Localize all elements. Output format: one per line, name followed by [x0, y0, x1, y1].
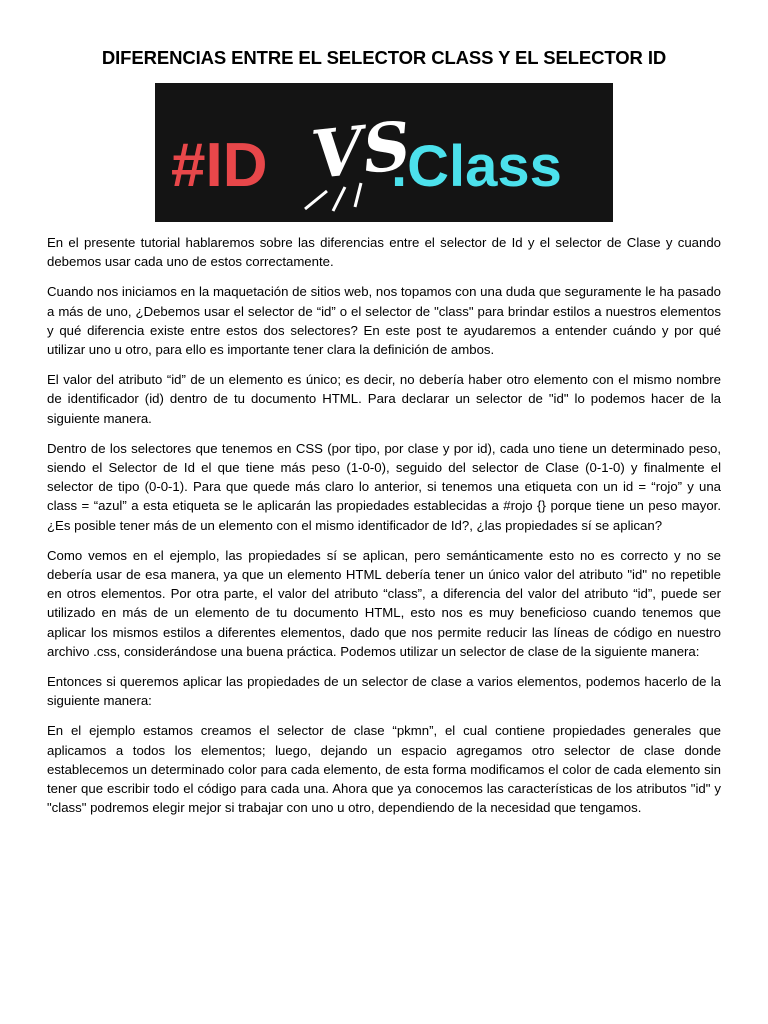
page-title: DIFERENCIAS ENTRE EL SELECTOR CLASS Y EL SELECTOR ID: [101, 47, 667, 68]
paragraph: En el presente tutorial hablaremos sobre las diferencias entre el selector de Id y el selector de Clase y cuando debemos usar cada uno de estos correctamente.: [47, 235, 721, 270]
paragraph: Dentro de los selectores que tenemos en CSS (por tipo, por clase y por id), cada uno tiene un determinado peso, siendo el Selector de Id el que tiene más peso (1-0-0), seguido del selector de Clase (0-1-0) y finalmente el selector de tipo (0-0-1). Para que quede más claro lo anterior, si tenemos una etiqueta con un id = “rojo” y una class = “azul” a esta etiqueta se le aplicarán las propiedades establecidas a #rojo {} porque tiene un peso mayor.¿Es posible tener más de un elemento con el mismo identificador de Id?, ¿las propiedades sí se aplican?: [47, 440, 721, 533]
paragraph: En el ejemplo estamos creamos el selector de clase “pkmn”, el cual contiene propiedades generales que aplicamos a todos los elementos; luego, dejando un espacio agregamos otro selector de clase donde establecemos un determinado color para cada elemento, de esta forma modificamos el color de cada elemento sin tener que escribir todo el código para cada una. Ahora que ya conocemos las características de los atributos "id" y "class" podremos elegir mejor si trabajar con uno u otro, dependiendo de la necesidad que tengamos.: [47, 723, 721, 816]
paragraph: Cuando nos iniciamos en la maquetación de sitios web, nos topamos con una duda que seguramente le ha pasado a más de uno, ¿Debemos usar el selector de “id” o el selector de "class" para brindar estilos a nuestros elementos y qué diferencia existe entre estos dos selectores? En este post te ayudaremos a entender cuándo y por qué utilizar uno u otro, para ello es importante tener clara la definición de ambos.: [47, 284, 721, 358]
article-body: [47, 233, 721, 817]
banner-vs-text: VS: [307, 106, 415, 195]
banner-id-text: #ID: [171, 131, 268, 200]
paragraph: El valor del atributo “id” de un elemento es único; es decir, no debería haber otro elemento con el mismo nombre de identificador (id) dentro de tu documento HTML. Para declarar un selector de "id" lo podemos hacer de la siguiente manera.: [47, 372, 721, 426]
paragraph: Entonces si queremos aplicar las propiedades de un selector de clase a varios elementos, podemos hacerlo de la siguiente manera:: [47, 674, 721, 709]
banner-graphic: [155, 83, 613, 222]
paragraph: Como vemos en el ejemplo, las propiedades sí se aplican, pero semánticamente esto no es correcto y no se debería usar de esa manera, ya que un elemento HTML debería tener un único valor del atributo "id" no repetible en otros elementos. Por otra parte, el valor del atributo “class”, a diferencia del valor del atributo “id”, puede ser utilizado en más de un elemento de tu documento HTML, esto nos es muy beneficioso cuando tenemos que aplicar los mismos estilos a diferentes elementos, dado que nos permite reducir las líneas de código en nuestro archivo .css, considerándose una buena práctica. Podemos utilizar un selector de clase de la siguiente manera:: [47, 547, 721, 659]
banner-class-text: .Class: [391, 134, 562, 199]
id-vs-class-banner: [155, 83, 613, 222]
